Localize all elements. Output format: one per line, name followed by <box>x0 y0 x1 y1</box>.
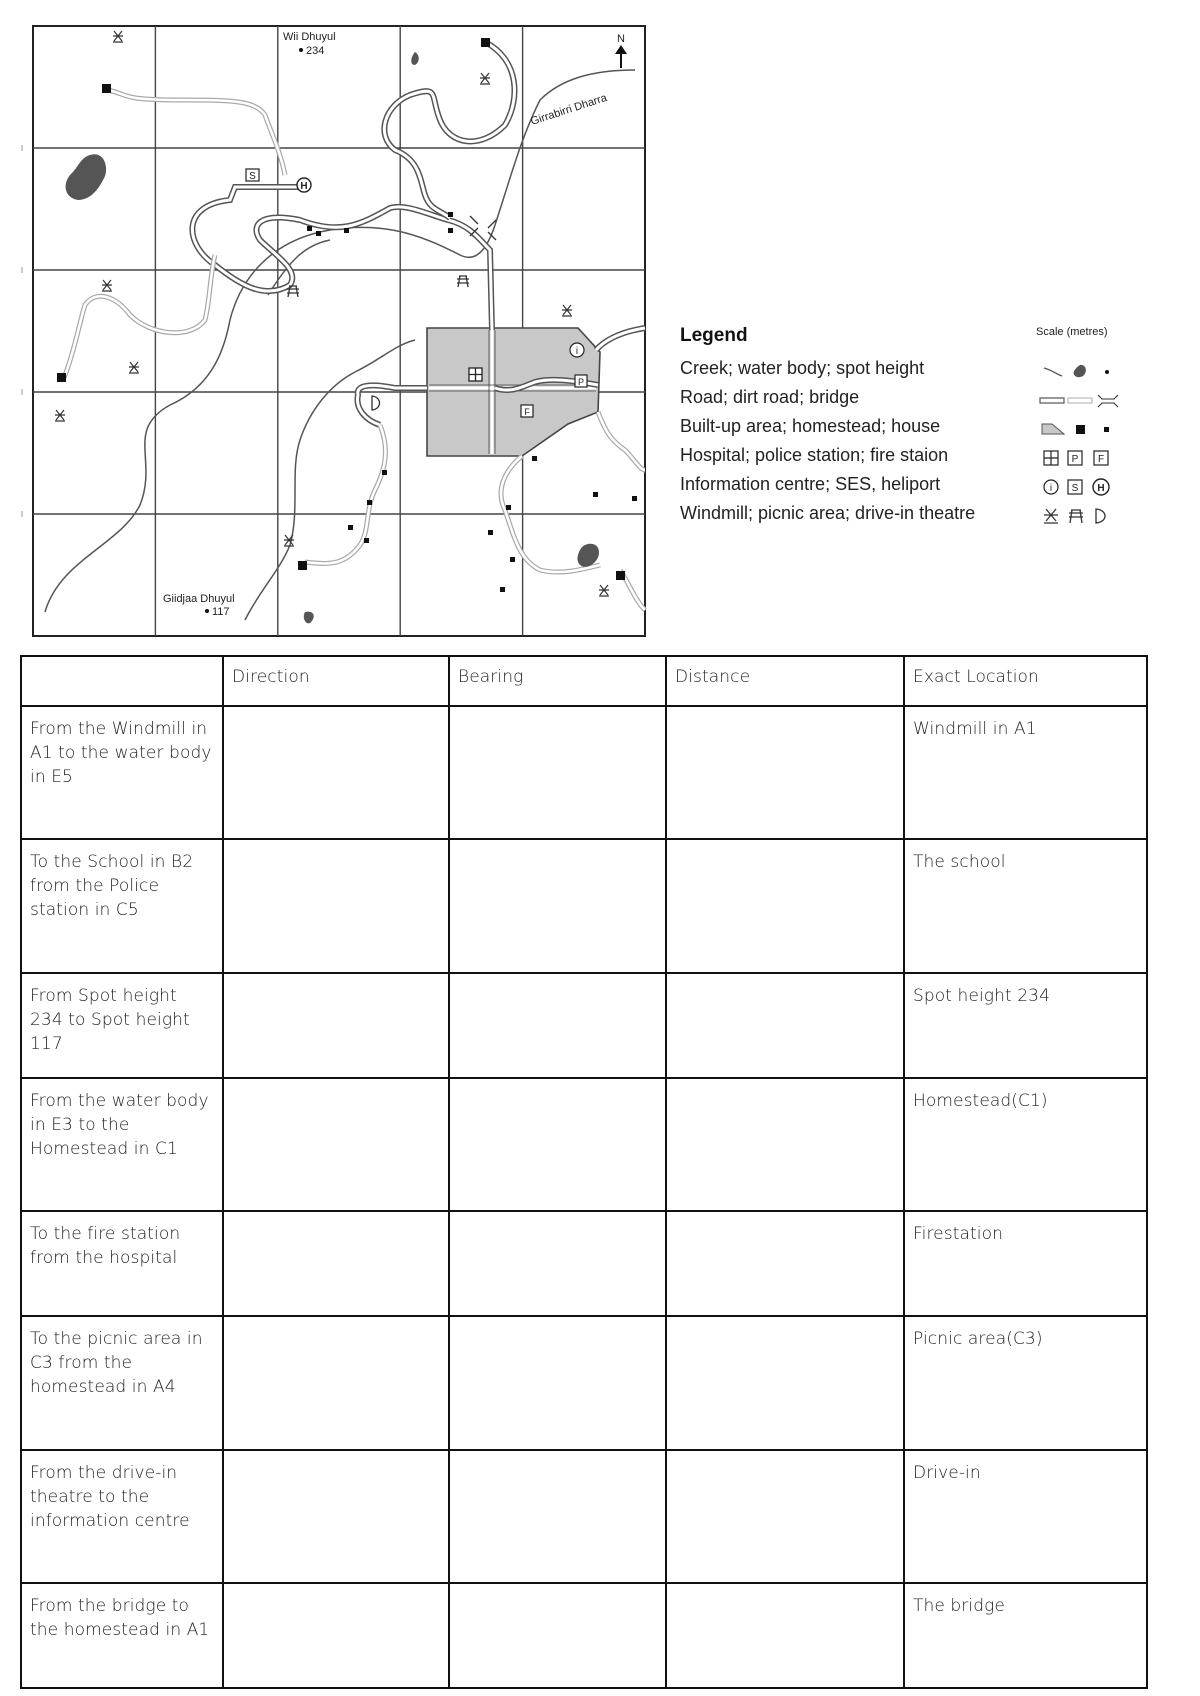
svg-text:i: i <box>575 346 579 357</box>
info-ses-heliport-icons <box>1036 476 1126 498</box>
header-distance: Distance <box>666 656 904 706</box>
distance-cell[interactable] <box>666 706 904 839</box>
legend-row-label: Road; dirt road; bridge <box>680 387 860 407</box>
location-cell: Firestation <box>904 1211 1147 1316</box>
svg-text:S: S <box>1071 483 1079 494</box>
topographic-map <box>0 0 1200 640</box>
svg-text:P: P <box>1071 454 1079 465</box>
info-centre-symbol <box>570 343 584 357</box>
distance-cell[interactable] <box>666 1316 904 1450</box>
svg-text:234: 234 <box>306 45 325 57</box>
table-row <box>21 1316 1147 1450</box>
bearing-cell[interactable] <box>449 1211 666 1316</box>
header-direction: Direction <box>223 656 449 706</box>
legend-row-road <box>680 387 1140 413</box>
table-row <box>21 1450 1147 1583</box>
direction-cell[interactable] <box>223 973 449 1078</box>
windmill-picnic-drivein-icons <box>1036 505 1126 527</box>
legend-row-label: Hospital; police station; fire staion <box>680 445 949 465</box>
task-cell: From the water body in E3 to the Homestead in C1 <box>21 1078 223 1211</box>
task-cell: From the drive-in theatre to the information centre <box>21 1450 223 1583</box>
task-cell: To the picnic area in C3 from the homestead in A4 <box>21 1316 223 1450</box>
legend-row-label: Creek; water body; spot height <box>680 358 925 378</box>
location-cell: Spot height 234 <box>904 973 1147 1078</box>
fire-station-symbol <box>521 405 533 417</box>
ses-symbol <box>246 169 259 182</box>
location-cell: The school <box>904 839 1147 973</box>
svg-text:H: H <box>1097 483 1105 494</box>
location-cell: Windmill in A1 <box>904 706 1147 839</box>
bearing-cell[interactable] <box>449 1316 666 1450</box>
navigation-worksheet-table <box>20 655 1148 1689</box>
legend-row-creek <box>680 358 1140 384</box>
table-row <box>21 1078 1147 1211</box>
table-row <box>21 706 1147 839</box>
table-row <box>21 973 1147 1078</box>
legend-row-built-up <box>680 416 1140 442</box>
svg-text:F: F <box>1097 454 1105 465</box>
direction-cell[interactable] <box>223 1450 449 1583</box>
legend-row-label: Windmill; picnic area; drive-in theatre <box>680 503 976 523</box>
police-symbol <box>575 375 587 387</box>
task-cell: From the Windmill in A1 to the water body in E5 <box>21 706 223 839</box>
creek-label: Girrabirri Dharra <box>529 91 609 128</box>
bearing-cell[interactable] <box>449 839 666 973</box>
header-exact-location: Exact Location <box>904 656 1147 706</box>
legend-row-windmill <box>680 503 1140 529</box>
legend-row-label: Built-up area; homestead; house <box>680 416 941 436</box>
legend-row-hospital <box>680 445 1140 471</box>
direction-cell[interactable] <box>223 706 449 839</box>
bearing-cell[interactable] <box>449 706 666 839</box>
task-cell: To the fire station from the hospital <box>21 1211 223 1316</box>
svg-text:F: F <box>524 407 530 417</box>
task-cell: To the School in B2 from the Police station in C5 <box>21 839 223 973</box>
location-cell: Picnic area(C3) <box>904 1316 1147 1450</box>
hospital-police-fire-icons <box>1036 447 1126 469</box>
svg-text:Giidjaa Dhuyul: Giidjaa Dhuyul <box>163 593 235 605</box>
hospital-symbol <box>469 368 482 381</box>
location-cell: Homestead(C1) <box>904 1078 1147 1211</box>
direction-cell[interactable] <box>223 839 449 973</box>
svg-text:H: H <box>300 181 308 192</box>
task-cell: From Spot height 234 to Spot height 117 <box>21 973 223 1078</box>
bearing-cell[interactable] <box>449 1583 666 1688</box>
header-blank <box>21 656 223 706</box>
svg-text:117: 117 <box>212 606 230 618</box>
distance-cell[interactable] <box>666 839 904 973</box>
svg-text:Wii Dhuyul: Wii Dhuyul <box>283 31 336 43</box>
location-cell: The bridge <box>904 1583 1147 1688</box>
heliport-symbol <box>297 178 311 192</box>
direction-cell[interactable] <box>223 1583 449 1688</box>
table-header-row <box>21 656 1147 706</box>
distance-cell[interactable] <box>666 1211 904 1316</box>
legend-row-label: Information centre; SES, heliport <box>680 474 941 494</box>
distance-cell[interactable] <box>666 1450 904 1583</box>
direction-cell[interactable] <box>223 1211 449 1316</box>
legend-scale-label: Scale (metres) <box>1036 326 1108 338</box>
road-dirt-bridge-icons <box>1036 389 1126 411</box>
table-row <box>21 1583 1147 1688</box>
table-row <box>21 1211 1147 1316</box>
distance-cell[interactable] <box>666 1583 904 1688</box>
location-cell: Drive-in <box>904 1450 1147 1583</box>
task-cell: From the bridge to the homestead in A1 <box>21 1583 223 1688</box>
direction-cell[interactable] <box>223 1078 449 1211</box>
bearing-cell[interactable] <box>449 1078 666 1211</box>
svg-text:P: P <box>577 377 585 387</box>
direction-cell[interactable] <box>223 1316 449 1450</box>
svg-text:S: S <box>249 171 256 182</box>
svg-text:i: i <box>1049 483 1053 494</box>
bearing-cell[interactable] <box>449 1450 666 1583</box>
creek-water-spot-icons <box>1036 360 1126 382</box>
header-bearing: Bearing <box>449 656 666 706</box>
svg-text:N: N <box>617 33 625 45</box>
distance-cell[interactable] <box>666 1078 904 1211</box>
distance-cell[interactable] <box>666 973 904 1078</box>
bearing-cell[interactable] <box>449 973 666 1078</box>
legend-row-info <box>680 474 1140 500</box>
legend-title: Legend <box>680 325 748 346</box>
built-up-homestead-house-icons <box>1036 418 1126 440</box>
table-row <box>21 839 1147 973</box>
